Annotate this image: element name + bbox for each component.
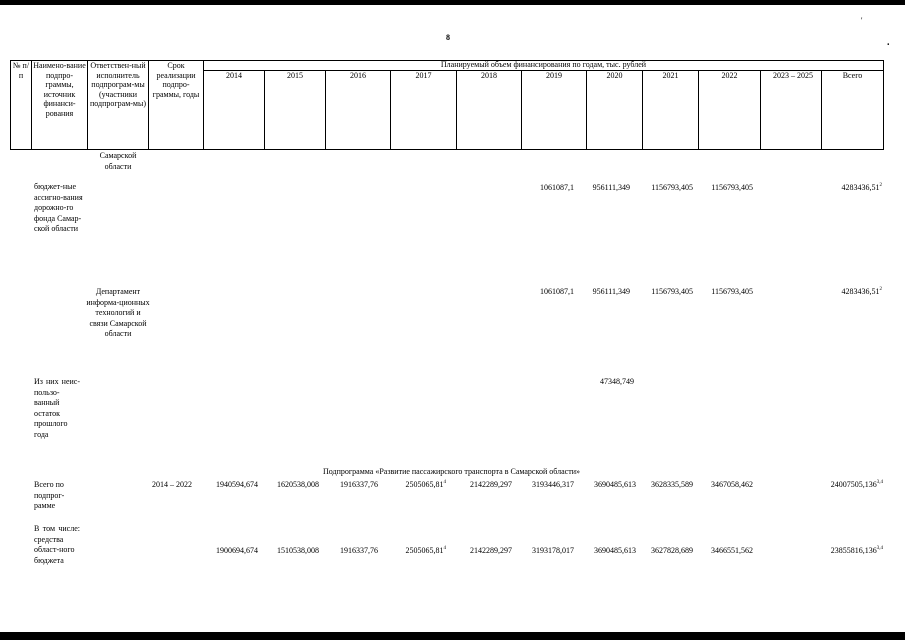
vline — [698, 70, 699, 150]
vline — [390, 70, 391, 150]
including-label: В том числе: средства област-ного бюджета — [34, 524, 80, 565]
incl-2018: 2142289,297 — [470, 546, 512, 555]
budget-2021: 1156793,405 — [651, 183, 693, 192]
incl-2015: 1510538,008 — [277, 546, 319, 555]
year-2023-2025-header: 2023 – 2025 — [773, 71, 813, 80]
year-2017-header: 2017 — [415, 71, 432, 80]
total-2016: 1916337,76 — [340, 480, 378, 489]
dept-2021: 1156793,405 — [651, 287, 693, 296]
subprogram-title: Подпрограмма «Развитие пассажирского транспорта в Самарской области» — [323, 467, 580, 476]
scan-dot: . — [887, 37, 890, 48]
year-2022-header: 2022 — [721, 71, 738, 80]
vline — [821, 70, 822, 150]
vline — [883, 60, 884, 150]
vline — [642, 70, 643, 150]
incl-2019: 3193178,017 — [532, 546, 574, 555]
total-2022: 3467058,462 — [711, 480, 753, 489]
col-executor-header: Ответствен-ный исполнитель подпрограм-мы (участники подпрограм-мы) — [89, 61, 147, 108]
col-number-header: № п/п — [12, 61, 30, 80]
department-label: Департамент информа-ционных технологий и связи Самарской области — [86, 287, 150, 338]
budget-2019: 1061087,1 — [540, 183, 574, 192]
year-2018-header: 2018 — [481, 71, 497, 80]
vline — [264, 70, 265, 150]
col-term-header: Срок реализации подпро-граммы, годы — [152, 61, 200, 99]
dept-total: 4283436,51$^2$ — [841, 287, 882, 296]
budget-2022: 1156793,405 — [711, 183, 753, 192]
incl-sum: 23855816,136$^{3,4}$ — [830, 546, 883, 555]
year-2019-header: 2019 — [546, 71, 562, 80]
total-header: Всего — [842, 71, 863, 80]
year-2020-header: 2020 — [606, 71, 623, 80]
dept-2022: 1156793,405 — [711, 287, 753, 296]
top-border — [0, 0, 905, 5]
vline — [325, 70, 326, 150]
incl-2014: 1900694,674 — [216, 546, 258, 555]
bottom-border — [0, 632, 905, 640]
unused-label: Из них неис-пользо-ванный остаток прошлого года — [34, 377, 80, 439]
vline — [586, 70, 587, 150]
unused-2020: 47348,749 — [600, 377, 634, 386]
total-2014: 1940594,674 — [216, 480, 258, 489]
vline — [521, 70, 522, 150]
incl-2017: 2505065,81$^4$ — [405, 546, 446, 555]
scan-mark: ' — [861, 16, 863, 25]
total-label: Всего по подпрог-рамме — [34, 480, 65, 510]
incl-2016: 1916337,76 — [340, 546, 378, 555]
year-2015-header: 2015 — [287, 71, 303, 80]
vline — [456, 70, 457, 150]
budget-total: 4283436,51$^2$ — [841, 183, 882, 192]
year-2021-header: 2021 — [662, 71, 679, 80]
incl-2022: 3466551,562 — [711, 546, 753, 555]
plan-title: Планируемый объем финансирования по годам, тыс. рублей — [440, 60, 647, 69]
dept-2020: 956111,349 — [592, 287, 630, 296]
total-term: 2014 – 2022 — [152, 480, 192, 489]
year-2014-header: 2014 — [226, 71, 242, 80]
total-2018: 2142289,297 — [470, 480, 512, 489]
incl-2020: 3690485,613 — [594, 546, 636, 555]
executor-continuation: Самарской области — [99, 151, 137, 171]
page-number: 8 — [446, 33, 450, 42]
incl-2021: 3627828,689 — [651, 546, 693, 555]
col-name-header: Наимено-вание подпро-граммы, источник финанси-рования — [33, 61, 86, 118]
budget-label: бюджет-ные ассигно-вания дорожно-го фонда Самар-ской области — [34, 182, 83, 233]
total-2020: 3690485,613 — [594, 480, 636, 489]
total-2015: 1620538,008 — [277, 480, 319, 489]
total-2019: 3193446,317 — [532, 480, 574, 489]
budget-2020: 956111,349 — [592, 183, 630, 192]
dept-2019: 1061087,1 — [540, 287, 574, 296]
total-sum: 24007505,136$^{3,4}$ — [830, 480, 883, 489]
header-bottom-line — [10, 149, 884, 150]
total-2021: 3628335,589 — [651, 480, 693, 489]
year-2016-header: 2016 — [350, 71, 366, 80]
table-header — [10, 60, 884, 150]
total-2017: 2505065,81$^4$ — [405, 480, 446, 489]
vline — [760, 70, 761, 150]
